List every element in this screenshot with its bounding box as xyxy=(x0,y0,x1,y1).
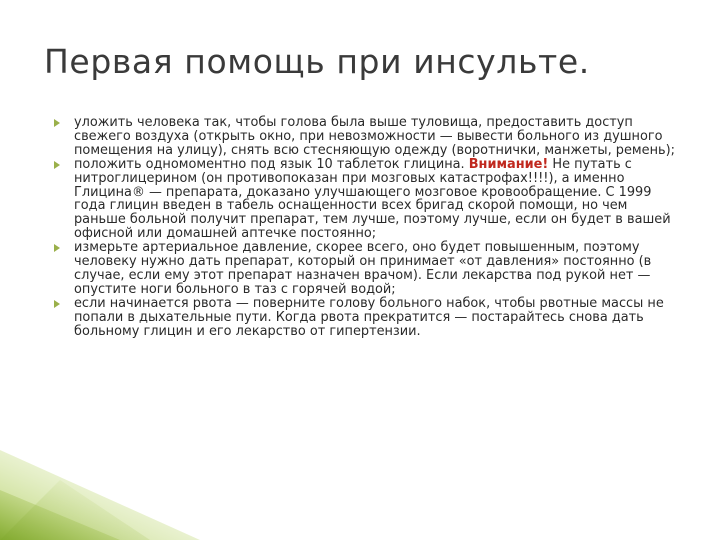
slide-title: Первая помощь при инсульте. xyxy=(44,42,590,81)
list-item-text-part: положить одномоментно под язык 10 таблеток глицина. xyxy=(74,156,469,172)
triangle-bullet-icon xyxy=(54,244,60,252)
list-item-text: уложить человека так, чтобы голова была выше туловища, предоставить доступ свежего воздуха (открыть окно, при невозможности — вывести больного из душного помещения на улицу), снять всю стесняющую одежду (воротнички, манжеты, ремень); xyxy=(74,115,675,158)
list-item xyxy=(52,116,682,158)
triangle-bullet-icon xyxy=(54,119,60,127)
list-item xyxy=(52,241,682,297)
triangle-bullet-icon xyxy=(54,300,60,308)
list-item-text: если начинается рвота — поверните голову больного набок, чтобы рвотные массы не попали в дыхательные пути. Когда рвота прекратится — постарайтесь снова дать больному глицин и его лекарство от гипертензии. xyxy=(74,295,664,339)
triangle-bullet-icon xyxy=(54,161,60,169)
list-item-text-part: Не путать с нитроглицерином (он противопоказан при мозговых катастрофах!!!!), а именно Глицина® — препарата, доказано улучшающего мозговое кровообращение. С 1999 года глицин введен в табель оснащенности всех бригад скорой помощи, но чем раньше больной получит препарат, тем лучше, поэтому лучше, если он будет в вашей офисной или домашней аптечке постоянно; xyxy=(74,156,671,242)
list-item-text: измерьте артериальное давление, скорее всего, оно будет повышенным, поэтому человеку нужно дать препарат, который он принимает «от давления» постоянно (в случае, если ему этот препарат назначен врачом). Если лекарства под рукой нет — опустите ноги больного в таз с горячей водой; xyxy=(74,240,652,297)
bullet-list xyxy=(52,116,682,339)
green-corner-decoration xyxy=(0,420,220,540)
warning-label: Внимание! xyxy=(468,156,549,172)
list-item-text xyxy=(74,158,682,241)
list-item xyxy=(52,158,682,241)
list-item xyxy=(52,297,682,339)
